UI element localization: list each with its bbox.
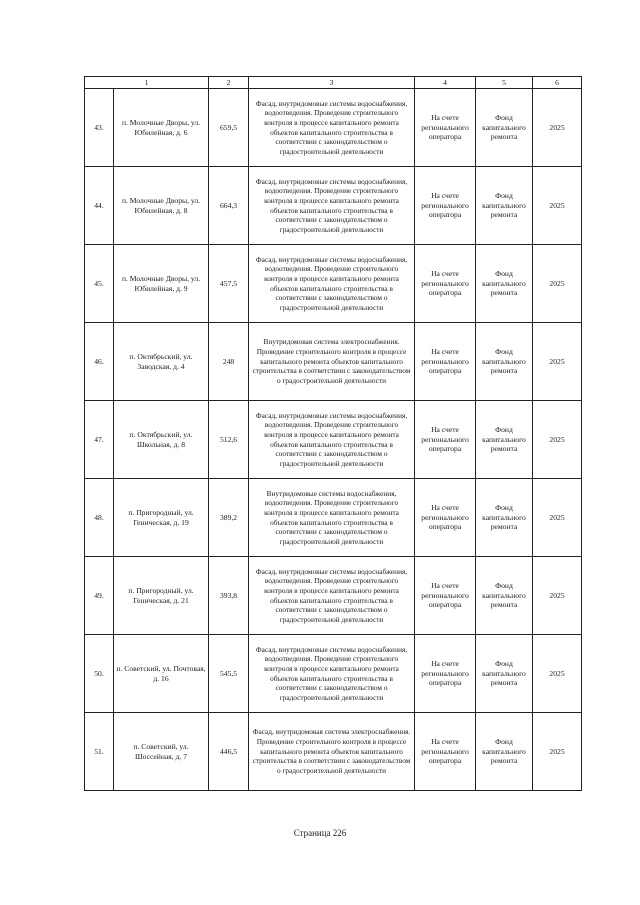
capital-repair-table xyxy=(84,76,582,791)
funding-source-cell: Фонд капитального ремонта xyxy=(476,479,533,557)
works-description-cell: Фасад, внутридомовые системы водоснабжения, водоотведения. Проведение строительного контроля в процессе капитального ремонта объектов капитального строительства в соответствии с законодательством о градостроительной деятельности xyxy=(249,89,415,167)
area-cell: 457,5 xyxy=(209,245,249,323)
funding-account-cell: На счете регионального оператора xyxy=(415,557,476,635)
funding-source-cell: Фонд капитального ремонта xyxy=(476,713,533,791)
row-number-cell: 49. xyxy=(85,557,114,635)
works-description-cell: Фасад, внутридомовые системы водоснабжения, водоотведения. Проведение строительного контроля в процессе капитального ремонта объектов капитального строительства в соответствии с законодательством о градостроительной деятельности xyxy=(249,557,415,635)
address-cell: п. Октябрьский, ул. Школьная, д. 8 xyxy=(114,401,209,479)
row-number-cell: 50. xyxy=(85,635,114,713)
row-number-cell: 43. xyxy=(85,89,114,167)
year-cell: 2025 xyxy=(533,167,582,245)
row-number-cell: 51. xyxy=(85,713,114,791)
table-row xyxy=(85,167,582,245)
header-col-6: 6 xyxy=(533,77,582,89)
row-number-cell: 44. xyxy=(85,167,114,245)
table-row xyxy=(85,245,582,323)
works-description-cell: Фасад, внутридомовые системы водоснабжения, водоотведения. Проведение строительного контроля в процессе капитального ремонта объектов капитального строительства в соответствии с законодательством о градостроительной деятельности xyxy=(249,635,415,713)
funding-account-cell: На счете регионального оператора xyxy=(415,635,476,713)
area-cell: 248 xyxy=(209,323,249,401)
table-row xyxy=(85,479,582,557)
address-cell: п. Пригородный, ул. Геническая, д. 19 xyxy=(114,479,209,557)
area-cell: 545,5 xyxy=(209,635,249,713)
area-cell: 659,5 xyxy=(209,89,249,167)
table-row xyxy=(85,635,582,713)
table-row xyxy=(85,557,582,635)
funding-source-cell: Фонд капитального ремонта xyxy=(476,557,533,635)
year-cell: 2025 xyxy=(533,713,582,791)
row-number-cell: 46. xyxy=(85,323,114,401)
address-cell: п. Молочные Дворы, ул. Юбилейная, д. 6 xyxy=(114,89,209,167)
header-col-1: 1 xyxy=(85,77,209,89)
year-cell: 2025 xyxy=(533,401,582,479)
funding-account-cell: На счете регионального оператора xyxy=(415,245,476,323)
area-cell: 389,2 xyxy=(209,479,249,557)
funding-source-cell: Фонд капитального ремонта xyxy=(476,635,533,713)
header-col-4: 4 xyxy=(415,77,476,89)
table-row xyxy=(85,401,582,479)
year-cell: 2025 xyxy=(533,557,582,635)
year-cell: 2025 xyxy=(533,89,582,167)
funding-source-cell: Фонд капитального ремонта xyxy=(476,245,533,323)
funding-account-cell: На счете регионального оператора xyxy=(415,479,476,557)
works-description-cell: Внутридомовая система электроснабжения. Проведение строительного контроля в процессе капитального ремонта объектов капитального строительства в соответствии с законодательством о градостроительной деятельности xyxy=(249,323,415,401)
address-cell: п. Советский, ул. Почтовая, д. 16 xyxy=(114,635,209,713)
table-row xyxy=(85,713,582,791)
area-cell: 512,6 xyxy=(209,401,249,479)
funding-source-cell: Фонд капитального ремонта xyxy=(476,167,533,245)
table-row xyxy=(85,323,582,401)
works-description-cell: Фасад, внутридомовые системы водоснабжения, водоотведения. Проведение строительного контроля в процессе капитального ремонта объектов капитального строительства в соответствии с законодательством о градостроительной деятельности xyxy=(249,401,415,479)
address-cell: п. Молочные Дворы, ул. Юбилейная, д. 8 xyxy=(114,167,209,245)
funding-account-cell: На счете регионального оператора xyxy=(415,167,476,245)
header-col-5: 5 xyxy=(476,77,533,89)
funding-account-cell: На счете регионального оператора xyxy=(415,89,476,167)
funding-account-cell: На счете регионального оператора xyxy=(415,323,476,401)
column-number-header-row xyxy=(85,77,582,89)
row-number-cell: 48. xyxy=(85,479,114,557)
year-cell: 2025 xyxy=(533,635,582,713)
table-row xyxy=(85,89,582,167)
area-cell: 393,8 xyxy=(209,557,249,635)
area-cell: 664,3 xyxy=(209,167,249,245)
address-cell: п. Молочные Дворы, ул. Юбилейная, д. 9 xyxy=(114,245,209,323)
address-cell: п. Советский, ул. Шоссейная, д. 7 xyxy=(114,713,209,791)
funding-account-cell: На счете регионального оператора xyxy=(415,713,476,791)
header-col-2: 2 xyxy=(209,77,249,89)
capital-repair-table-wrapper xyxy=(84,76,581,791)
page-number-footer: Страница 226 xyxy=(293,828,347,838)
works-description-cell: Фасад, внутридомовые системы водоснабжения, водоотведения. Проведение строительного контроля в процессе капитального ремонта объектов капитального строительства в соответствии с законодательством о градостроительной деятельности xyxy=(249,167,415,245)
funding-source-cell: Фонд капитального ремонта xyxy=(476,89,533,167)
funding-account-cell: На счете регионального оператора xyxy=(415,401,476,479)
area-cell: 446,5 xyxy=(209,713,249,791)
year-cell: 2025 xyxy=(533,245,582,323)
works-description-cell: Фасад, внутридомовые системы водоснабжения, водоотведения. Проведение строительного контроля в процессе капитального ремонта объектов капитального строительства в соответствии с законодательством о градостроительной деятельности xyxy=(249,245,415,323)
funding-source-cell: Фонд капитального ремонта xyxy=(476,401,533,479)
address-cell: п. Октябрьский, ул. Заводская, д. 4 xyxy=(114,323,209,401)
works-description-cell: Внутридомовые системы водоснабжения, водоотведения. Проведение строительного контроля в процессе капитального ремонта объектов капитального строительства в соответствии с законодательством о градостроительной деятельности xyxy=(249,479,415,557)
year-cell: 2025 xyxy=(533,479,582,557)
year-cell: 2025 xyxy=(533,323,582,401)
works-description-cell: Фасад, внутридомовая система электроснабжения. Проведение строительного контроля в процессе капитального ремонта объектов капитального строительства в соответствии с законодательством о градостроительной деятельности xyxy=(249,713,415,791)
funding-source-cell: Фонд капитального ремонта xyxy=(476,323,533,401)
row-number-cell: 47. xyxy=(85,401,114,479)
header-col-3: 3 xyxy=(249,77,415,89)
address-cell: п. Пригородный, ул. Геническая, д. 21 xyxy=(114,557,209,635)
row-number-cell: 45. xyxy=(85,245,114,323)
